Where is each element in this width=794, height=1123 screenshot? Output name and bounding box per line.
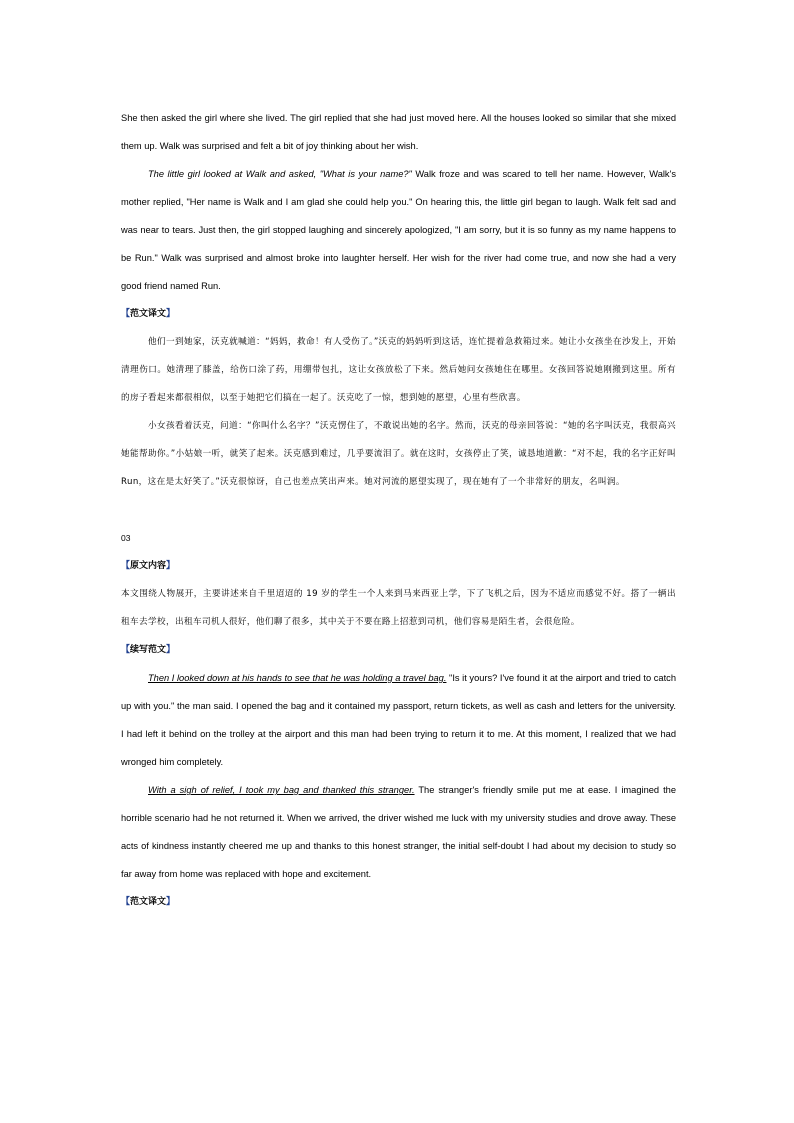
bracket-right: 】 [166, 897, 176, 907]
heading-text: 原文内容 [130, 561, 167, 571]
heading-continuation-essay [121, 636, 676, 664]
document-body [121, 104, 676, 916]
heading-original-content [121, 552, 676, 580]
paragraph-body: The stranger's friendly smile put me at ease. I imagined the horrible scenario had he not returned it. When we arrived, the driver wished me luck with my university studies and drove away. These acts of kindness instantly cheered me up and thanks to this honest stranger, the initial self-doubt I had about my decision to study so far away from home was replaced with hope and excitement. [121, 785, 676, 879]
paragraph-english-2 [121, 160, 676, 300]
paragraph-english-3 [121, 664, 676, 776]
paragraph-english-4 [121, 776, 676, 888]
paragraph-lead-underlined: Then I looked down at his hands to see that he was holding a travel bag. [148, 673, 447, 683]
bracket-left: 【 [121, 561, 131, 571]
paragraph-body: Walk froze and was scared to tell her name. However, Walk's mother replied, "Her name is Walk and I am glad she could help you." On hearing this, the little girl began to laugh. Walk felt sad and was near to tears. Just then, the girl stopped laughing and sincerely apologized, "I am sorry, but it is so funny as my name happens to be Run." Walk was surprised and almost broke into laughter herself. Her wish for the river had come true, and now she had a very good friend named Run. [121, 169, 676, 291]
section-number: 03 [121, 533, 131, 543]
bracket-left: 【 [121, 645, 131, 655]
heading-text: 范文译文 [130, 897, 167, 907]
bracket-right: 】 [166, 309, 176, 319]
heading-text: 范文译文 [130, 309, 167, 319]
heading-text: 续写范文 [130, 645, 167, 655]
paragraph-chinese-summary: 本文围绕人物展开，主要讲述来自千里迢迢的 19 岁的学生一个人来到马来西亚上学，下了飞机之后，因为不适应而感觉不好。搭了一辆出租车去学校，出租车司机人很好，他们聊了很多，其中关于不要在路上招惹到司机，他们容易是陌生者，会很危险。 [121, 589, 676, 627]
paragraph-lead-underlined: With a sigh of relief, I took my bag and thanked this stranger. [148, 785, 415, 795]
bracket-right: 】 [166, 561, 176, 571]
heading-translation-2 [121, 888, 676, 916]
bracket-right: 】 [166, 645, 176, 655]
spacer [121, 496, 676, 524]
paragraph-lead-italic: The little girl looked at Walk and asked, "What is your name?" [148, 169, 412, 179]
bracket-left: 【 [121, 309, 131, 319]
heading-translation-1 [121, 300, 676, 328]
paragraph-english-1: She then asked the girl where she lived. The girl replied that she had just moved here. All the houses looked so similar that she mixed them up. Walk was surprised and felt a bit of joy thinking about her wish. [121, 113, 676, 151]
paragraph-body: "Is it yours? I've found it at the airport and tried to catch up with you." the man said. I opened the bag and it contained my passport, return tickets, as well as cash and letters for the university. I had left it behind on the trolley at the airport and this man had been trying to return it to me. At this moment, I realized that we had wronged him completely. [121, 673, 677, 767]
paragraph-chinese-2: 小女孩看着沃克，问道：“你叫什么名字？”沃克愣住了，不敢说出她的名字。然而，沃克的母亲回答说：“她的名字叫沃克，我很高兴她能帮助你。”小姑娘一听，就笑了起来。沃克感到难过，几乎要流泪了。就在这时，女孩停止了笑，诚恳地道歉：“对不起，我的名字正好叫 Run，这在是太好笑了。”沃克很惊讶，自己也差点笑出声来。她对河流的愿望实现了，现在她有了一个非常好的朋友，名叫润。 [121, 421, 676, 487]
bracket-left: 【 [121, 897, 131, 907]
paragraph-chinese-1: 他们一到她家，沃克就喊道：“妈妈，救命！有人受伤了。”沃克的妈妈听到这话，连忙提着急救箱过来。她让小女孩坐在沙发上，开始清理伤口。她清理了膝盖，给伤口涂了药，用绷带包扎，这让女孩放松了下来。然后她问女孩她住在哪里。女孩回答说她刚搬到这里。所有的房子看起来都很相似，以至于她把它们搞在一起了。沃克吃了一惊，想到她的愿望，心里有些欣喜。 [121, 337, 676, 403]
